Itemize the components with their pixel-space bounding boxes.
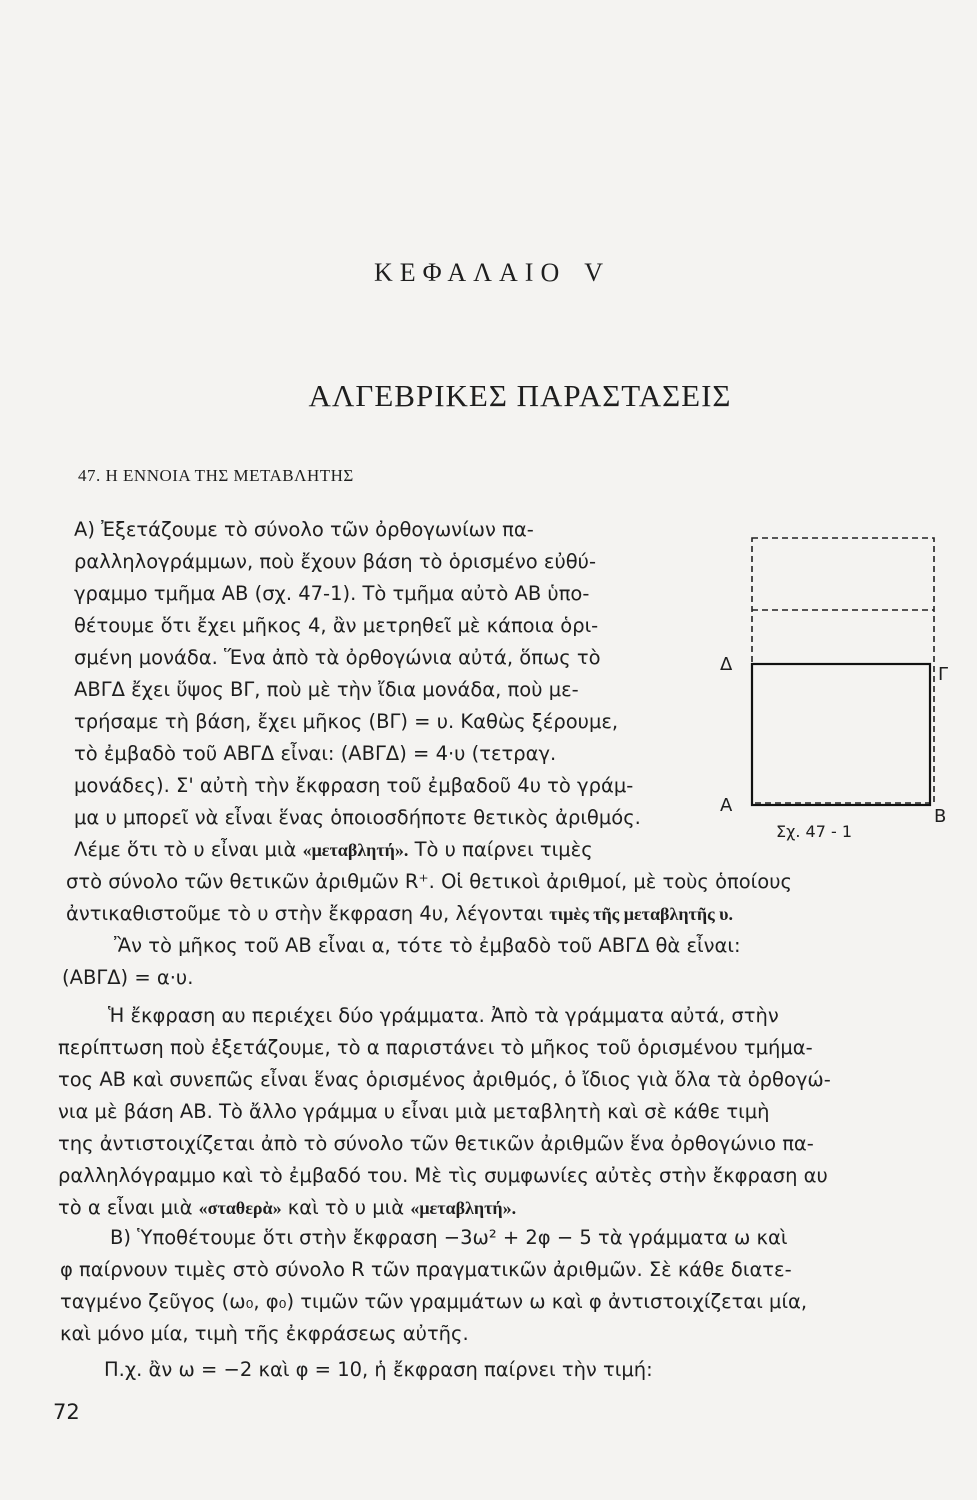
text-line: μα υ μπορεῖ νὰ εἶναι ἕνας ὁποιοσδήποτε θετικὸς ἀριθμός. xyxy=(74,806,641,829)
label-a: Α xyxy=(720,795,733,816)
text-line: ΑΒΓΔ ἔχει ὕψος ΒΓ, ποὺ μὲ τὴν ἴδια μονάδα, ποὺ με- xyxy=(74,678,579,701)
text-line: θέτουμε ὅτι ἔχει μῆκος 4, ἂν μετρηθεῖ μὲ κάποια ὁρι- xyxy=(74,614,599,637)
rectangle-abgd xyxy=(752,664,930,805)
rectangle-figure xyxy=(716,528,956,850)
text-line: μονάδες). Σ' αὐτὴ τὴν ἔκφραση τοῦ ἐμβαδοῦ 4υ τὸ γράμ- xyxy=(74,774,634,797)
label-b: Β xyxy=(934,806,947,827)
text-run: Τὸ υ παίρνει τιμὲς xyxy=(408,838,593,861)
text-run: τὸ α εἶναι μιὰ xyxy=(58,1196,193,1219)
text-line: καὶ μόνο μία, τιμὴ τῆς ἐκφράσεως αὐτῆς. xyxy=(60,1322,469,1345)
text-line: τρήσαμε τὴ βάση, ἔχει μῆκος (ΒΓ) = υ. Καθὼς ξέρουμε, xyxy=(74,710,619,733)
label-d: Δ xyxy=(720,654,733,675)
text-run: Λέμε ὅτι τὸ υ εἶναι μιὰ xyxy=(74,838,297,861)
text-line: ραλληλογράμμων, ποὺ ἔχουν βάση τὸ ὁρισμένο εὐθύ- xyxy=(74,550,596,573)
text-line xyxy=(58,1192,948,1224)
text-line: τος ΑΒ καὶ συνεπῶς εἶναι ἕνας ὁρισμένος ἀριθμός, ὁ ἴδιος γιὰ ὅλα τὰ ὀρθογώ- xyxy=(58,1068,831,1091)
text-line: στὸ σύνολο τῶν θετικῶν ἀριθμῶν R⁺. Οἱ θετικοὶ ἀριθμοί, μὲ τοὺς ὁποίους xyxy=(66,870,792,893)
text-line: ραλληλόγραμμο καὶ τὸ ἐμβαδό του. Μὲ τὶς συμφωνίες αὐτὲς στὴν ἔκφραση αυ xyxy=(58,1164,828,1187)
paragraph-e xyxy=(104,1354,864,1386)
text-line: σμένη μονάδα. Ἕνα ἀπὸ τὰ ὀρθογώνια αὐτά, ὅπως τὸ xyxy=(74,646,601,669)
text-run: ἀντικαθιστοῦμε τὸ υ στὴν ἔκφραση 4υ, λέγονται xyxy=(66,902,544,925)
paragraph-c xyxy=(58,1000,948,1224)
emphasis-values: τιμὲς τῆς μεταβλητῆς υ. xyxy=(549,904,734,924)
chapter-title: ΑΛΓΕΒΡΙΚΕΣ ΠΑΡΑΣΤΑΣΕΙΣ xyxy=(308,378,732,413)
text-line: γραμμο τμῆμα ΑΒ (σχ. 47-1). Τὸ τμῆμα αὐτὸ ΑΒ ὑπο- xyxy=(74,582,590,605)
chapter-number: V xyxy=(584,258,604,287)
label-g: Γ xyxy=(938,664,949,685)
paragraph-a-continued xyxy=(66,866,946,930)
text-line xyxy=(74,834,704,866)
paragraph-a xyxy=(74,514,704,866)
emphasis-variable: «μεταβλητή». xyxy=(302,840,409,860)
chapter-heading xyxy=(0,258,977,288)
text-line: (ΑΒΓΔ) = α·υ. xyxy=(62,966,194,989)
text-line: περίπτωση ποὺ ἐξετάζουμε, τὸ α παριστάνει τὸ μῆκος τοῦ ὁρισμένου τμήμα- xyxy=(58,1036,813,1059)
text-line: φ παίρνουν τιμὲς στὸ σύνολο R τῶν πραγματικῶν ἀριθμῶν. Σὲ κάθε διατε- xyxy=(60,1258,792,1281)
text-line: Β) Ὑποθέτουμε ὅτι στὴν ἔκφραση −3ω² + 2φ − 5 τὰ γράμματα ω καὶ xyxy=(110,1226,788,1249)
section-heading: 47. Η ΕΝΝΟΙΑ ΤΗΣ ΜΕΤΑΒΛΗΤΗΣ xyxy=(78,466,354,485)
paragraph-d xyxy=(60,1222,946,1350)
text-line: ταγμένο ζεῦγος (ω₀, φ₀) τιμῶν τῶν γραμμάτων ω καὶ φ ἀντιστοιχίζεται μία, xyxy=(60,1290,808,1313)
text-line: Α) Ἐξετάζουμε τὸ σύνολο τῶν ὀρθογωνίων πα- xyxy=(74,518,534,541)
text-line: τὸ ἐμβαδὸ τοῦ ΑΒΓΔ εἶναι: (ΑΒΓΔ) = 4·υ (τετραγ. xyxy=(74,742,557,765)
emphasis-constant: «σταθερὰ» xyxy=(198,1198,282,1218)
dashed-rectangle-outer xyxy=(752,538,934,803)
page-number: 72 xyxy=(53,1400,80,1424)
text-line: της ἀντιστοιχίζεται ἀπὸ τὸ σύνολο τῶν θετικῶν ἀριθμῶν ἕνα ὀρθογώνιο πα- xyxy=(58,1132,814,1155)
paragraph-b xyxy=(62,930,942,994)
text-line xyxy=(66,898,946,930)
figure-caption: Σχ. 47 - 1 xyxy=(776,822,853,841)
text-line: Π.χ. ἂν ω = −2 καὶ φ = 10, ἡ ἔκφραση παίρνει τὴν τιμή: xyxy=(104,1358,653,1381)
text-line: Ἡ ἔκφραση αυ περιέχει δύο γράμματα. Ἀπὸ τὰ γράμματα αὐτά, στὴν xyxy=(108,1004,779,1027)
text-line: νια μὲ βάση ΑΒ. Τὸ ἄλλο γράμμα υ εἶναι μιὰ μεταβλητὴ καὶ σὲ κάθε τιμὴ xyxy=(58,1100,770,1123)
text-run: καὶ τὸ υ μιὰ xyxy=(281,1196,411,1219)
text-line: Ἂν τὸ μῆκος τοῦ ΑΒ εἶναι α, τότε τὸ ἐμβαδὸ τοῦ ΑΒΓΔ θὰ εἶναι: xyxy=(114,934,741,957)
emphasis-variable: «μεταβλητή». xyxy=(410,1198,517,1218)
chapter-label: ΚΕΦΑΛΑΙΟ xyxy=(373,258,567,287)
